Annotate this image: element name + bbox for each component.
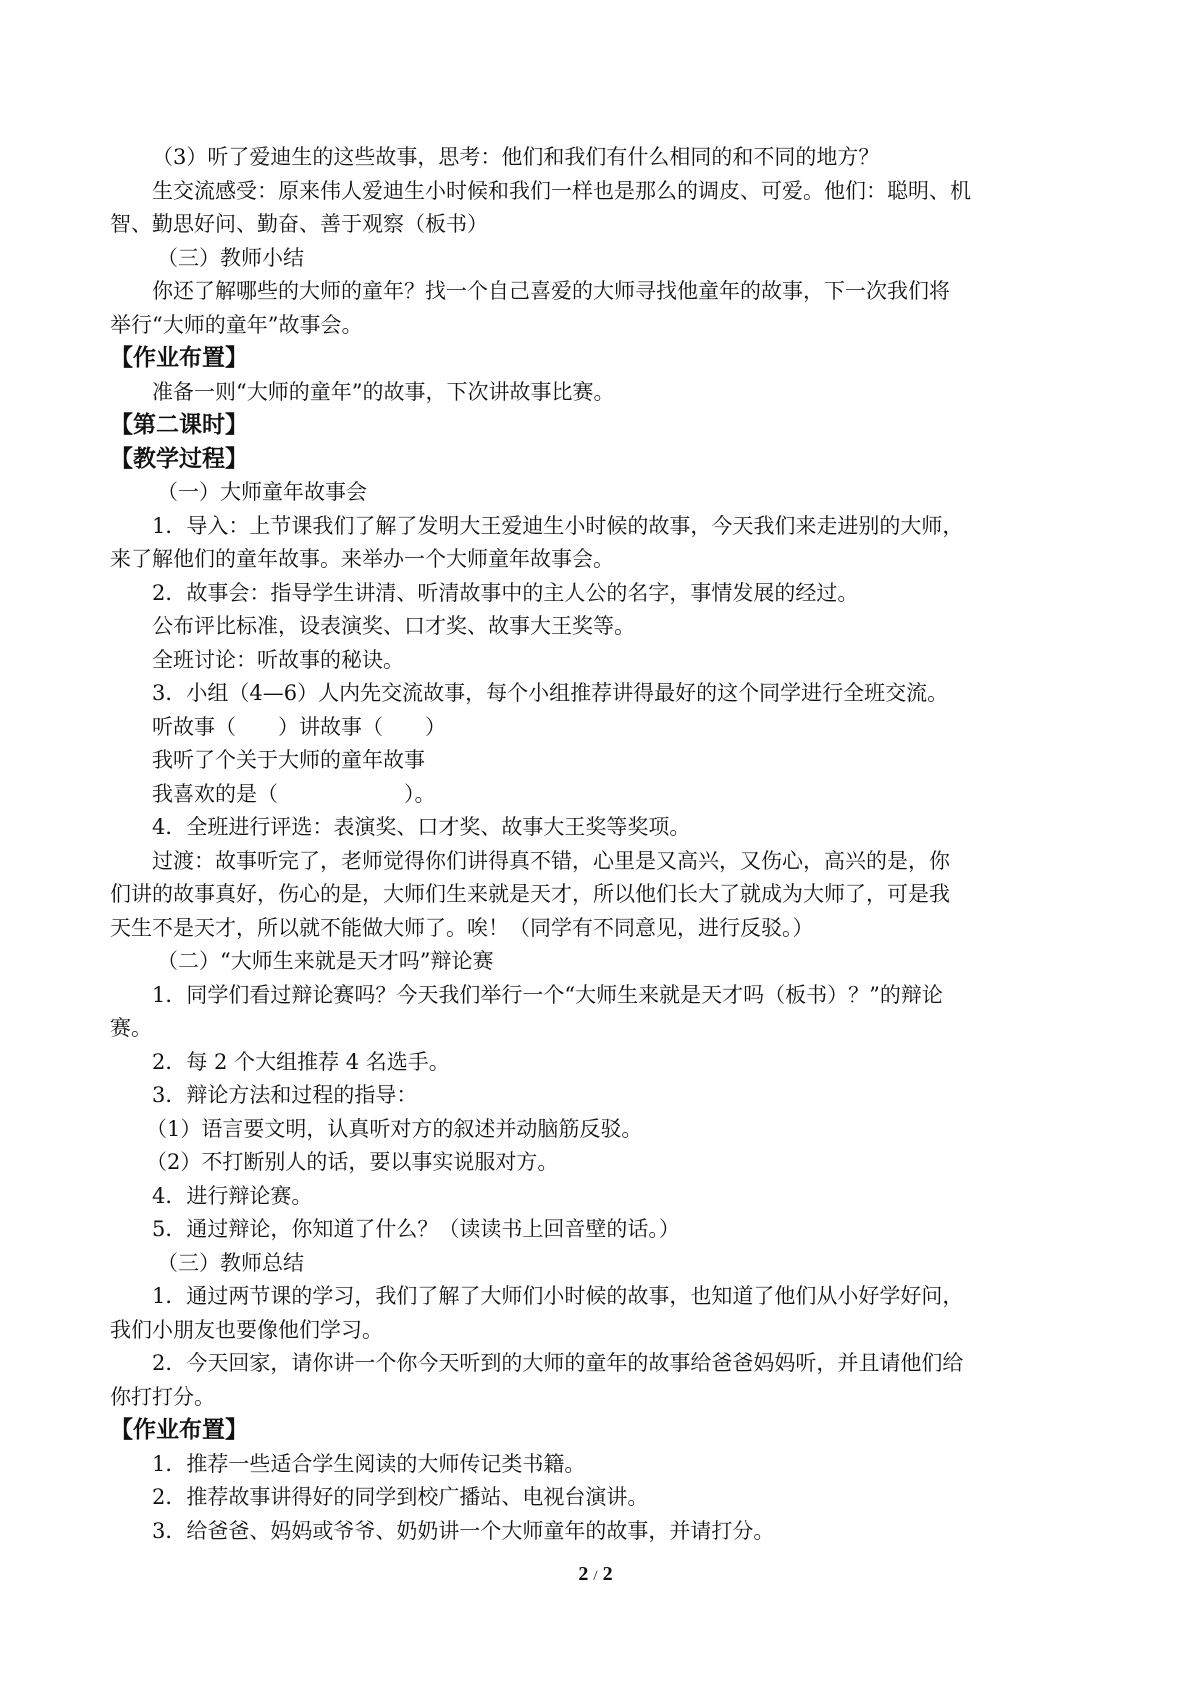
text-line: 公布评比标准，设表演奖、口才奖、故事大王奖等。 bbox=[152, 614, 635, 638]
text-line: 2．今天回家，请你讲一个你今天听到的大师的童年的故事给爸爸妈妈听，并且请他们给 bbox=[152, 1351, 964, 1375]
text-line: 听故事（ ）讲故事（ ） bbox=[152, 714, 446, 739]
text-line: （三）教师总结 bbox=[157, 1250, 304, 1275]
section-heading: 【作业布置】 bbox=[110, 1417, 248, 1443]
text-line: 1．推荐一些适合学生阅读的大师传记类书籍。 bbox=[152, 1451, 586, 1476]
text-line: （3）听了爱迪生的这些故事，思考：他们和我们有什么相同的和不同的地方？ bbox=[152, 145, 880, 169]
text-line: 你还了解哪些的大师的童年？找一个自己喜爱的大师寻找他童年的故事，下一次我们将 bbox=[152, 279, 950, 303]
section-heading: 【作业布置】 bbox=[110, 345, 248, 371]
text-line: 准备一则“大师的童年”的故事，下次讲故事比赛。 bbox=[152, 379, 615, 404]
text-line: 3．辩论方法和过程的指导： bbox=[152, 1083, 418, 1107]
total-pages: 2 bbox=[602, 1563, 613, 1585]
text-line: （二）“大师生来就是天才吗”辩论赛 bbox=[157, 949, 494, 973]
document-body bbox=[110, 141, 1082, 1548]
text-line: 智、勤思好问、勤奋、善于观察（板书） bbox=[110, 212, 488, 236]
text-line: 举行“大师的童年”故事会。 bbox=[110, 312, 363, 337]
text-line: 全班讨论：听故事的秘诀。 bbox=[152, 647, 404, 672]
text-line: 赛。 bbox=[110, 1016, 152, 1040]
text-line: 1．通过两节课的学习，我们了解了大师们小时候的故事，也知道了他们从小好学好问， bbox=[152, 1284, 964, 1308]
text-line: 4．进行辩论赛。 bbox=[152, 1183, 313, 1208]
text-line: （一）大师童年故事会 bbox=[157, 480, 367, 504]
page-number bbox=[0, 1563, 1191, 1586]
text-line: 我听了个关于大师的童年故事 bbox=[152, 748, 425, 772]
current-page: 2 bbox=[578, 1563, 589, 1585]
section-heading: 【教学过程】 bbox=[110, 445, 248, 472]
text-line: 过渡：故事听完了，老师觉得你们讲得真不错，心里是又高兴，又伤心，高兴的是，你 bbox=[152, 848, 950, 873]
text-line: 我喜欢的是（ ）。 bbox=[152, 781, 436, 806]
text-line: 我们小朋友也要像他们学习。 bbox=[110, 1317, 383, 1342]
text-line: （1）语言要文明，认真听对方的叙述并动脑筋反驳。 bbox=[146, 1116, 643, 1141]
text-line: （三）教师小结 bbox=[157, 245, 304, 270]
text-line: 3．给爸爸、妈妈或爷爷、奶奶讲一个大师童年的故事，并请打分。 bbox=[152, 1518, 775, 1543]
text-line: 2．推荐故事讲得好的同学到校广播站、电视台演讲。 bbox=[152, 1485, 649, 1509]
text-line: （2）不打断别人的话，要以事实说服对方。 bbox=[146, 1150, 559, 1174]
text-line: 生交流感受：原来伟人爱迪生小时候和我们一样也是那么的调皮、可爱。他们：聪明、机 bbox=[152, 178, 971, 203]
text-line: 2．每 2 个大组推荐 4 名选手。 bbox=[152, 1049, 450, 1074]
text-line: 来了解他们的童年故事。来举办一个大师童年故事会。 bbox=[110, 547, 614, 571]
text-line: 1．导入：上节课我们了解了发明大王爱迪生小时候的故事，今天我们来走进别的大师， bbox=[152, 513, 964, 538]
text-line: 们讲的故事真好，伤心的是，大师们生来就是天才，所以他们长大了就成为大师了，可是我 bbox=[110, 882, 950, 906]
text-line: 4．全班进行评选：表演奖、口才奖、故事大王奖等奖项。 bbox=[152, 815, 691, 839]
text-line: 1．同学们看过辩论赛吗？今天我们举行一个“大师生来就是天才吗（板书）？”的辩论 bbox=[152, 982, 943, 1007]
page-separator: / bbox=[593, 1568, 598, 1584]
text-line: 2．故事会：指导学生讲清、听清故事中的主人公的名字，事情发展的经过。 bbox=[152, 580, 859, 605]
text-line: 3．小组（4—6）人内先交流故事，每个小组推荐讲得最好的这个同学进行全班交流。 bbox=[152, 681, 949, 705]
section-heading: 【第二课时】 bbox=[110, 412, 248, 438]
text-line: 5．通过辩论，你知道了什么？（读读书上回音壁的话。） bbox=[152, 1217, 680, 1241]
text-line: 天生不是天才，所以就不能做大师了。唉！（同学有不同意见，进行反驳。） bbox=[110, 915, 814, 940]
text-line: 你打打分。 bbox=[110, 1384, 215, 1409]
